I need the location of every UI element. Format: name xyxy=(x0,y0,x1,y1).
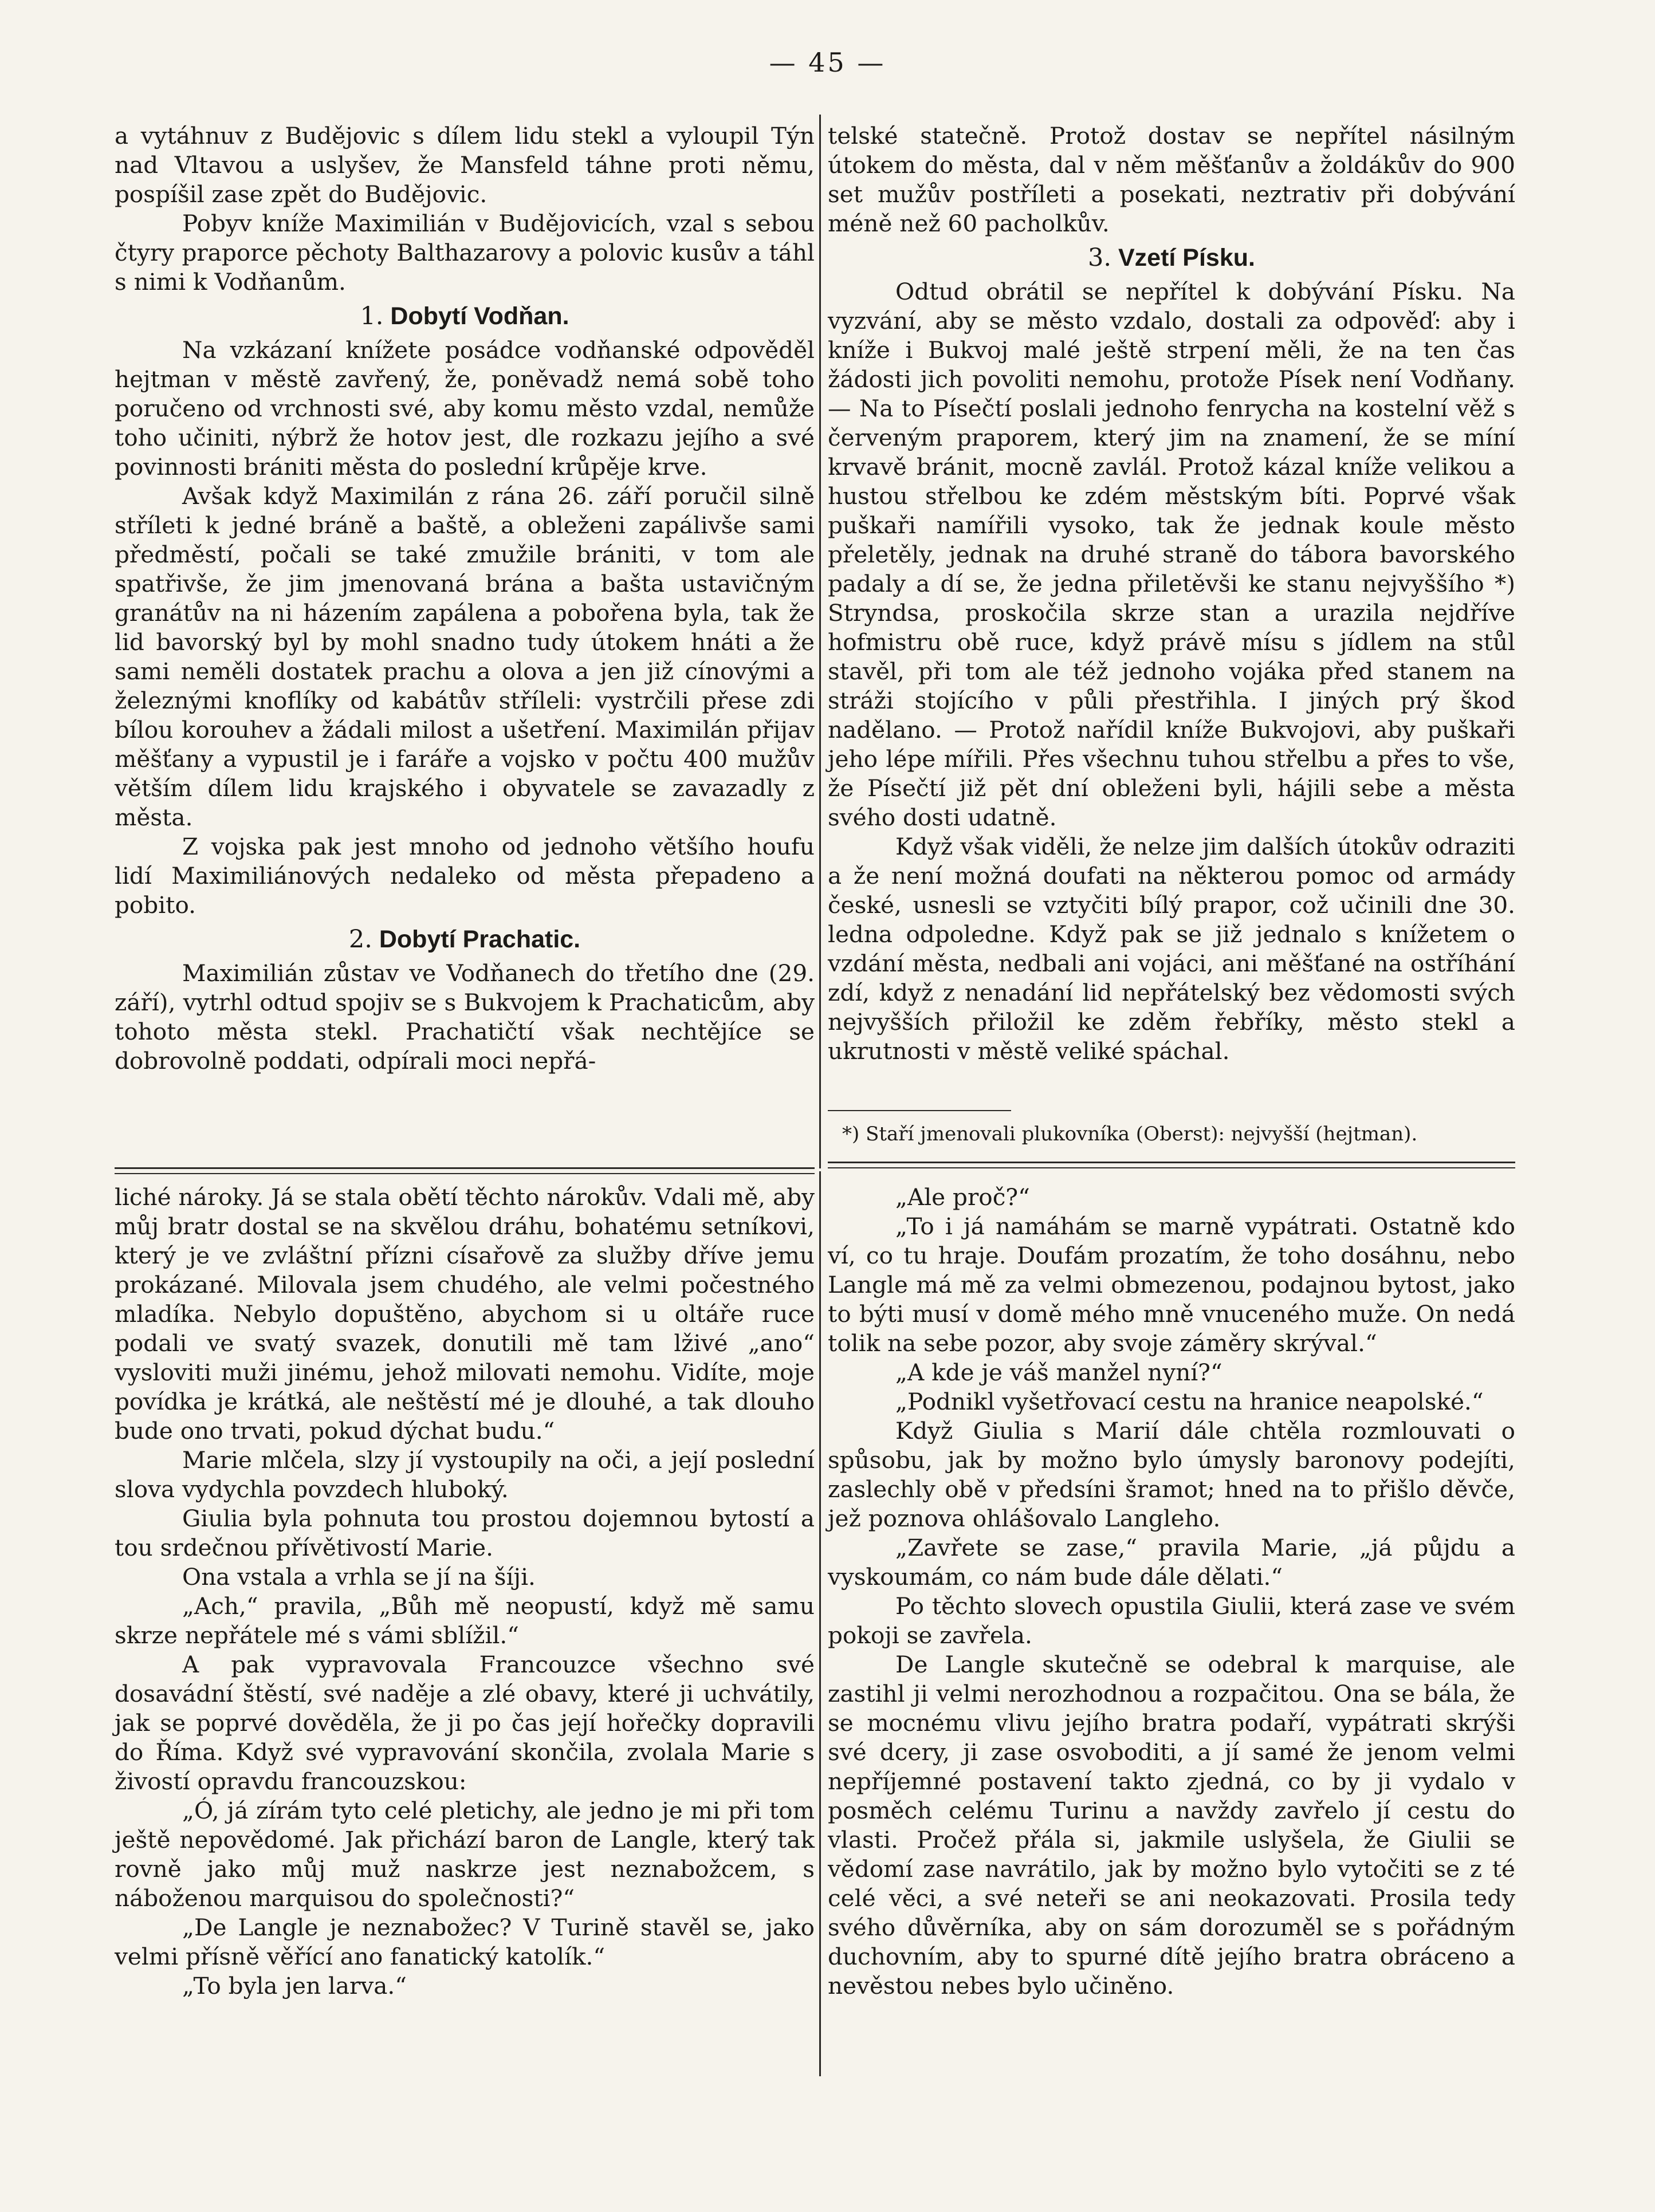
paragraph: liché nároky. Já se stala obětí těchto nárokův. Vdali mě, aby můj bratr dostal se na skvělou dráhu, bohatému setníkovi, který je ve zvláštní přízni císařově za služby dříve jemu prokázané. Milovala jsem chudého, ale velmi počestného mladíka. Nebylo dopuštěno, abychom si u oltáře ruce podali ve svatý svazek, donutili mě tam lživé „ano“ vysloviti muži jinému, jehož milovati nemohu. Vidíte, moje povídka je krátká, ale neštěstí mé je dlouhé, a tak dlouho bude ono trvati, pokud dýchat budu.“ xyxy=(115,1183,815,1445)
paragraph: Po těchto slovech opustila Giulii, která zase ve svém pokoji se zavřela. xyxy=(828,1592,1515,1649)
section-heading-prachatice: 2. Dobytí Prachatic. xyxy=(348,925,581,954)
paragraph: Když Giulia s Marií dále chtěla rozmlouvati o spůsobu, jak by možno bylo úmysly baronovy podejíti, zaslechly obě v předsíni šramot; hned na to přišlo děvče, jež poznova ohlášovalo Langleho. xyxy=(828,1417,1515,1532)
section-divider xyxy=(828,1167,1515,1168)
footnote-divider xyxy=(828,1110,1011,1111)
section-heading-pisek: 3. Vzetí Písku. xyxy=(1088,243,1255,272)
paragraph: Když však viděli, že nelze jim dalších útokův odraziti a že není možná doufati na některou pomoc od armády české, usnesli se vztyčiti bílý prapor, což učinili dne 30. ledna odpoledne. Když pak se již jednalo s knížetem o vzdání města, nedbali ani vojáci, ani měšťané na ostříhání zdí, když z nenadání lid nepřátelský bez vědomosti svých nejvyšších přiložil ke zděm řebříky, město stekl a ukrutnosti v městě veliké spáchal. xyxy=(828,833,1515,1065)
article-column-right xyxy=(828,121,1515,1066)
paragraph: Marie mlčela, slzy jí vystoupily na oči, a její poslední slova vydychla povzdech hluboký. xyxy=(115,1446,815,1503)
paragraph: „Podnikl vyšetřovací cestu na hranice neapolské.“ xyxy=(895,1388,1484,1415)
paragraph: „Ó, já zírám tyto celé pletichy, ale jedno je mi při tom ještě nepovědomé. Jak přichází baron de Langle, který tak rovně jako můj muž naskrze jest neznabožcem, s náboženou marquisou do společnosti?“ xyxy=(115,1797,815,1912)
paragraph: telské statečně. Protož dostav se nepřítel násilným útokem do města, dal v něm měšťanův a žoldákův do 900 set mužův postříleti a posekati, neztrativ při dobývání méně než 60 pacholkův. xyxy=(828,122,1515,237)
paragraph: „A kde je váš manžel nyní?“ xyxy=(895,1359,1222,1386)
paragraph: A pak vypravovala Francouzce všechno své dosavádní štěstí, své naděje a zlé obavy, které ji uchvátily, jak se poprvé dověděla, že ji po čas její hořečky dopravili do Říma. Když své vypravování skončila, zvolala Marie s živostí opravdu francouzskou: xyxy=(115,1651,815,1795)
story-column-left xyxy=(115,1183,815,2001)
paragraph: „Ach,“ pravila, „Bůh mě neopustí, když mě samu skrze nepřátele mé s vámi sblížil.“ xyxy=(115,1592,815,1649)
section-divider xyxy=(115,1173,815,1174)
paragraph: Avšak když Maximilán z rána 26. září poručil silně stříleti k jedné bráně a baště, a obleženi zapálivše sami předměstí, počali se také zmužile brániti, v tom ale spatřivše, že jim jmenovaná brána a bašta ustavičným granátův na ni házením zapálena a pobořena byla, tak že lid bavorský byl by mohl snadno tudy útokem hnáti a že sami neměli dostatek prachu a olova a jen již cínovými a železnými knoflíky od kabátův stříleli: vystrčili přese zdi bílou korouhev a žádali milost a ušetření. Maximilán přijav měšťany a vypustil je i faráře a vojsko v počtu 400 mužův větším dílem lidu krajského i obyvatele se zavazadly z města. xyxy=(115,482,815,831)
paragraph: De Langle skutečně se odebral k marquise, ale zastihl ji velmi nerozhodnou a rozpačitou. Ona se bála, že se mocnému vlivu jejího bratra podaří, vypátrati skrýši své dcery, ji zase osvoboditi, a jí samé že jenom velmi nepříjemné postavení takto zjedná, co by ji vydalo v posměch celému Turinu a navždy zavřelo jí cestu do vlasti. Pročež přála si, jakmile uslyšela, že Giulii se vědomí zase navrátilo, jak by možno bylo vytočiti se z té celé věci, a své neteři se ani neokazovati. Prosila tedy svého důvěrníka, aby on sám dorozuměl se s pořádným duchovním, aby to spurné dítě jejího bratra obráceno a nevěstou nebes bylo učiněno. xyxy=(828,1651,1515,2000)
paragraph: „Zavřete se zase,“ pravila Marie, „já půjdu a vyskoumám, co nám bude dále dělati.“ xyxy=(828,1534,1515,1591)
paragraph: „De Langle je neznabožec? V Turině stavěl se, jako velmi přísně věřící ano fanatický katolík.“ xyxy=(115,1914,815,1970)
footnote: *) Staří jmenovali plukovníka (Oberst): nejvyšší (hejtman). xyxy=(842,1123,1418,1146)
paragraph: Ona vstala a vrhla se jí na šíji. xyxy=(182,1563,536,1591)
column-divider xyxy=(819,115,821,1168)
paragraph: Odtud obrátil se nepřítel k dobývání Písku. Na vyzvání, aby se město vzdalo, dostali za odpověď: aby i kníže i Bukvoj malé ještě strpení měli, že na ten čas žádosti jich povoliti nemohu, protože Písek není Vodňany. — Na to Písečtí poslali jednoho fenrycha na kostelní věž s červeným praporem, který jim na znamení, že se míní krvavě bránit, mocně zavlál. Protož kázal kníže velikou a hustou střelbou ke zdém městským bíti. Poprvé však puškaři namířili vysoko, tak že jednak koule město přeletěly, jednak na druhé straně do tábora bavorského padaly a dí se, že jedna přiletěvši ke stanu nejvyššího *) Stryndsa, proskočila skrze stan a urazila nejdříve hofmistru obě ruce, když právě mísu s jídlem na stůl stavěl, při tom ale též jednoho vojáka před stanem na stráži stojícího v půli přestřihla. I jiných prý škod nadělano. — Protož nařídil kníže Bukvojovi, aby puškaři jeho lépe mířili. Přes všechnu tuhou střelbu a přes to vše, že Písečtí již pět dní obleženi byli, hájili sebe a města svého dosti udatně. xyxy=(828,278,1515,831)
article-column-left xyxy=(115,121,815,1076)
section-heading-vodnany: 1. Dobytí Vodňan. xyxy=(360,302,569,330)
paragraph: Na vzkázaní knížete posádce vodňanské odpověděl hejtman v městě zavřený, že, poněvadž nemá sobě toho poručeno od vrchnosti své, aby komu město vzdal, nemůže toho učiniti, nýbrž že hotov jest, dle rozkazu jejího a své povinnosti brániti města do poslední krůpěje krve. xyxy=(115,336,815,481)
story-column-right xyxy=(828,1183,1515,2001)
paragraph: „To i já namáhám se marně vypátrati. Ostatně kdo ví, co tu hraje. Doufám prozatím, že toho dosáhnu, nebo Langle má mě za velmi obmezenou, podajnou bytost, jako to býti musí v domě mého mně vnuceného muže. On nedá tolik na sebe pozor, aby svoje záměry skrýval.“ xyxy=(828,1213,1515,1357)
paragraph: Pobyv kníže Maximilián v Budějovicích, vzal s sebou čtyry praporce pěchoty Balthazarovy a polovic kusův a táhl s nimi k Vodňanům. xyxy=(115,210,815,296)
column-divider xyxy=(819,1171,821,2076)
section-divider xyxy=(828,1162,1515,1163)
paragraph: „To byla jen larva.“ xyxy=(182,1972,407,2000)
page-number: — 45 — xyxy=(769,47,886,78)
section-divider xyxy=(115,1167,815,1169)
paragraph: Giulia byla pohnuta tou prostou dojemnou bytostí a tou srdečnou přívětivostí Marie. xyxy=(115,1505,815,1561)
paragraph: Maximilián zůstav ve Vodňanech do třetího dne (29. září), vytrhl odtud spojiv se s Bukvojem k Prachaticům, aby tohoto města stekl. Prachatičtí však nechtějíce se dobrovolně poddati, odpírali moci nepřá- xyxy=(115,959,815,1074)
paragraph: a vytáhnuv z Budějovic s dílem lidu stekl a vyloupil Týn nad Vltavou a uslyšev, že Mansfeld táhne proti němu, pospíšil zase zpět do Budějovic. xyxy=(115,122,815,208)
paragraph: „Ale proč?“ xyxy=(895,1183,1030,1211)
paragraph: Z vojska pak jest mnoho od jednoho většího houfu lidí Maximiliánových nedaleko od města přepadeno a pobito. xyxy=(115,833,815,919)
